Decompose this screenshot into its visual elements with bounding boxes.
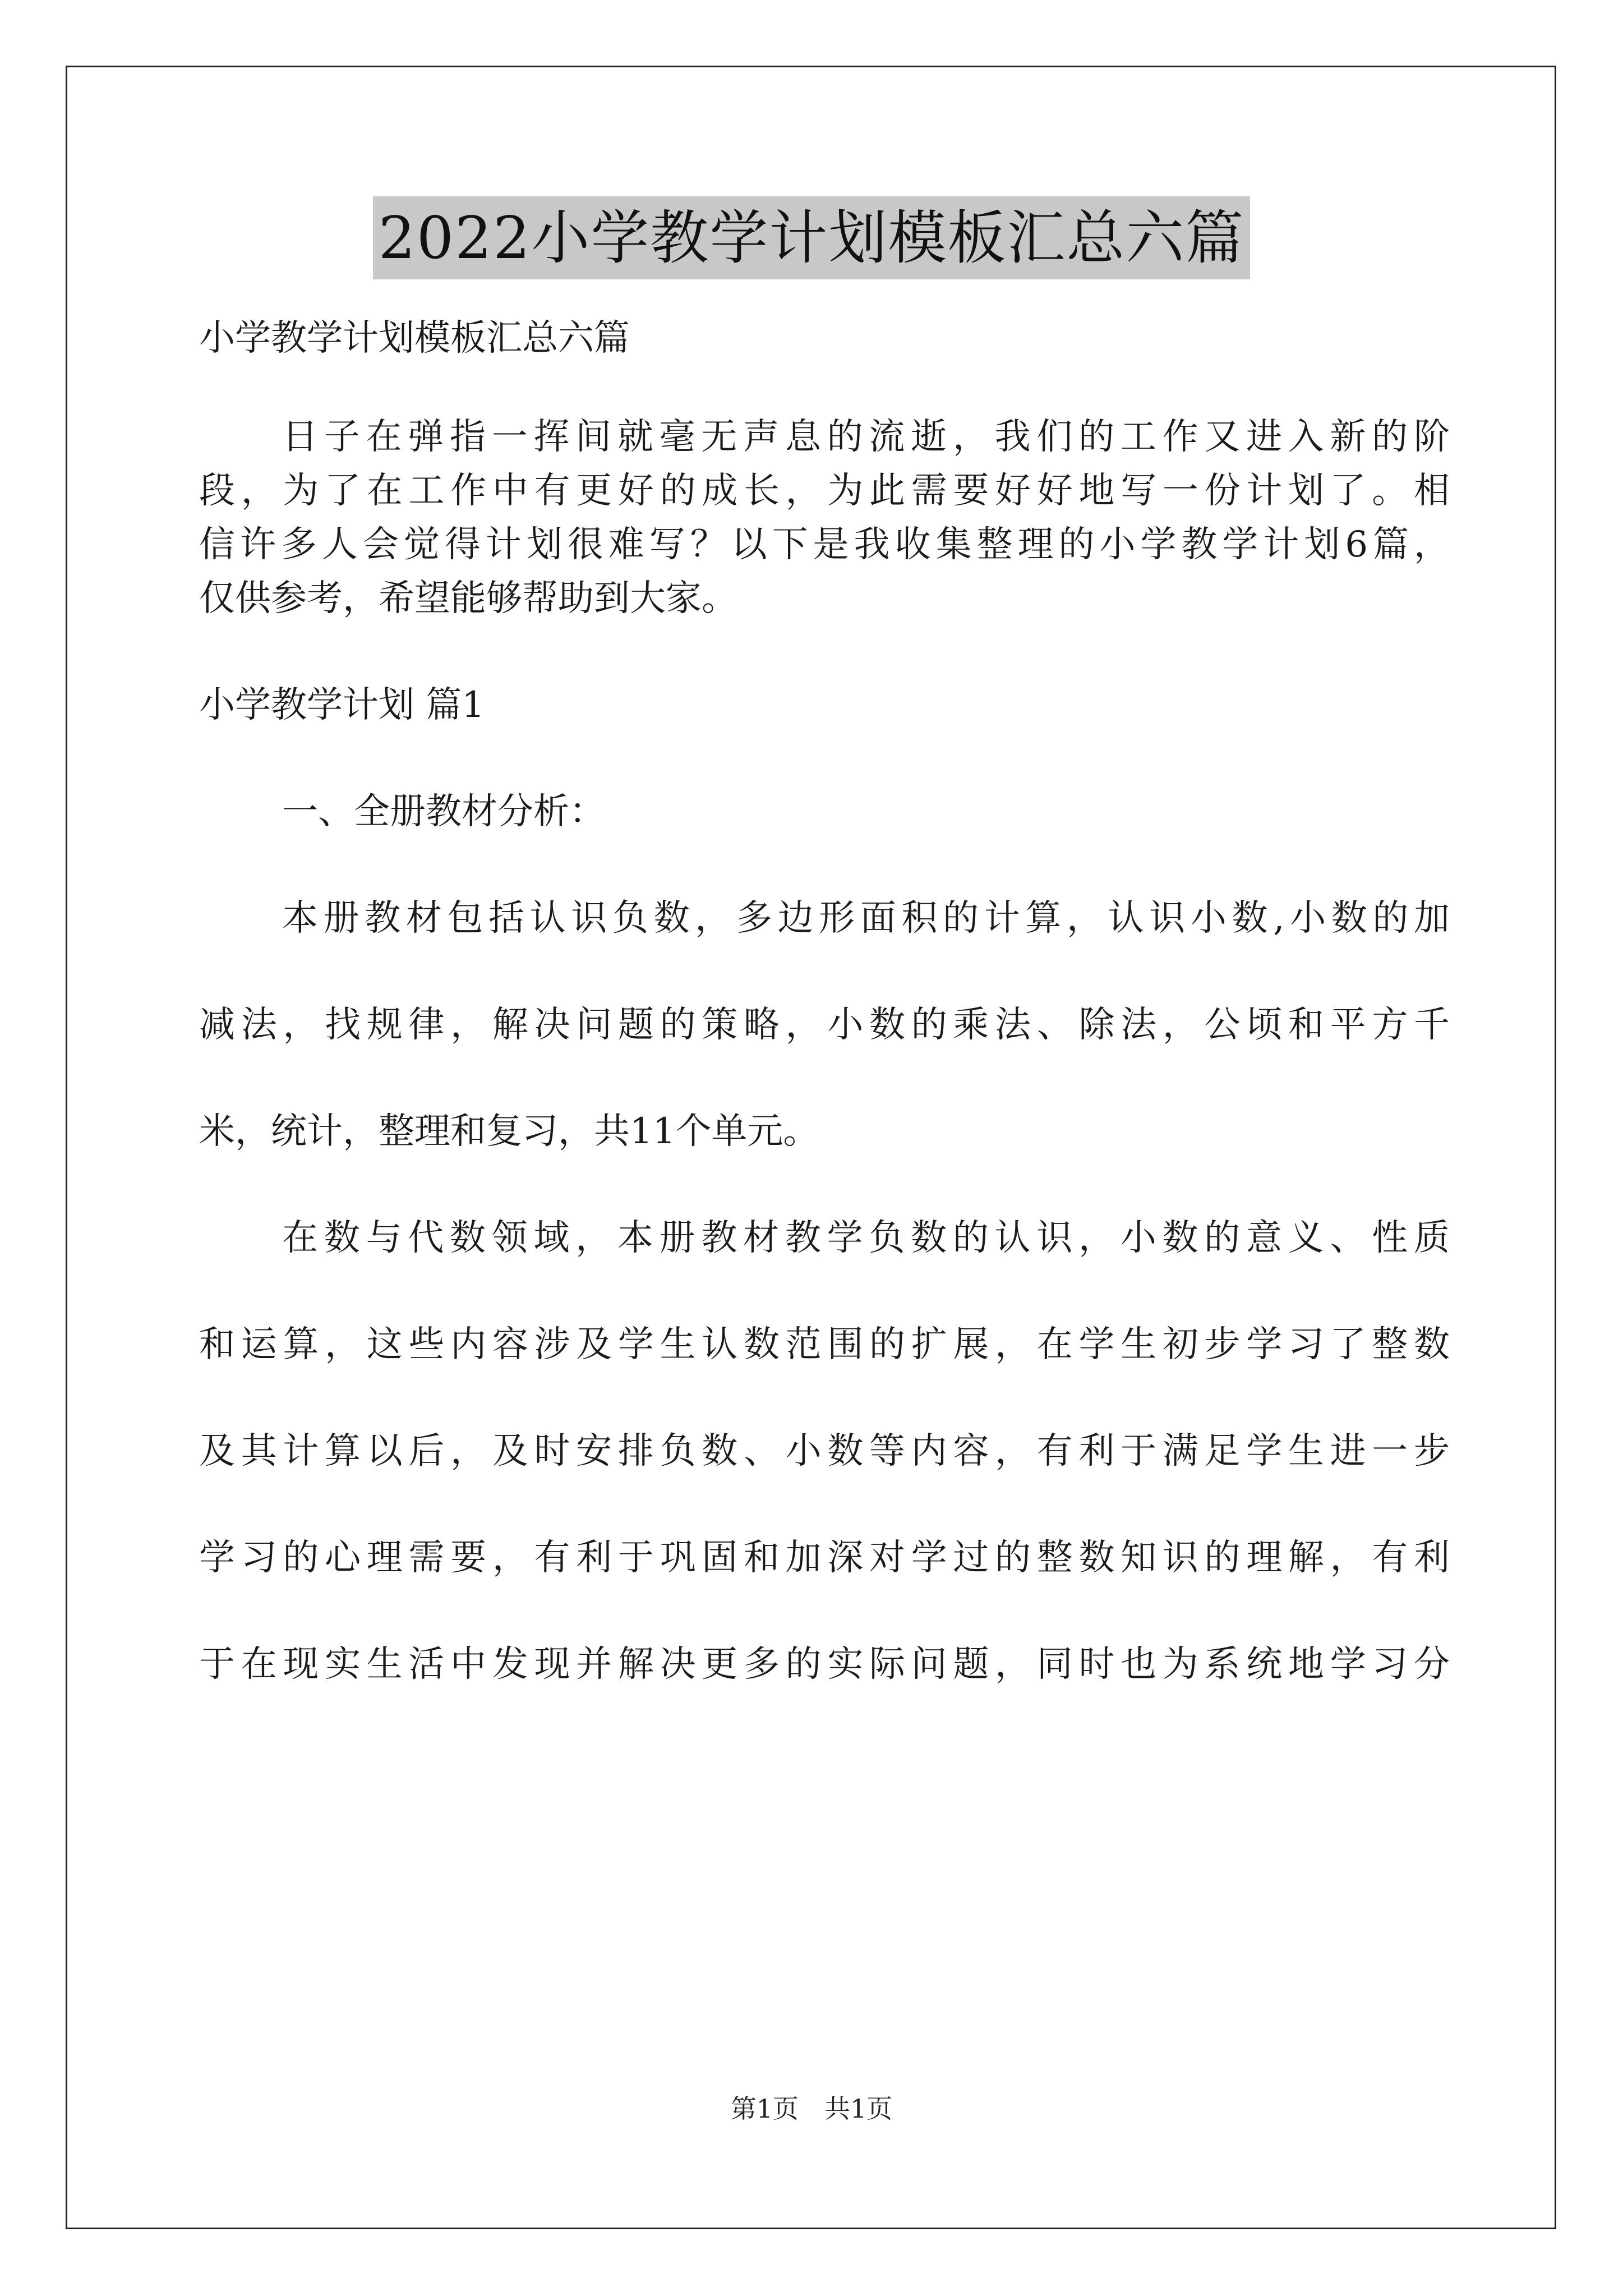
section-heading: 小学教学计划 篇1: [199, 684, 485, 726]
title-container: [0, 196, 1623, 279]
paragraph-line: 米，统计，整理和复习，共11个单元。: [199, 1111, 819, 1152]
paragraph-line: 在数与代数领域，本册教材教学负数的认识，小数的意义、性质: [282, 1217, 1450, 1259]
paragraph-line: 及其计算以后，及时安排负数、小数等内容，有利于满足学生进一步: [199, 1430, 1450, 1472]
document-body: [199, 311, 1450, 1691]
document-title: 2022小学教学计划模板汇总六篇: [373, 196, 1251, 279]
paragraph-line: 学习的心理需要，有利于巩固和加深对学过的整数知识的理解，有利: [199, 1537, 1450, 1579]
document-subtitle: 小学教学计划模板汇总六篇: [199, 318, 630, 359]
intro-line: 仅供参考，希望能够帮助到大家。: [199, 578, 737, 619]
paragraph-line: 减法，找规律，解决问题的策略，小数的乘法、除法，公顷和平方千: [199, 1004, 1450, 1046]
paragraph-line: 和运算，这些内容涉及学生认数范围的扩展，在学生初步学习了整数: [199, 1324, 1450, 1365]
paragraph-line: 本册教材包括认识负数，多边形面积的计算，认识小数,小数的加: [282, 898, 1450, 939]
intro-line: 信许多人会觉得计划很难写？以下是我收集整理的小学教学计划6篇，: [199, 524, 1450, 565]
intro-line: 日子在弹指一挥间就毫无声息的流逝，我们的工作又进入新的阶: [282, 416, 1450, 458]
part-heading: 一、全册教材分析：: [282, 791, 605, 832]
paragraph-line: 于在现实生活中发现并解决更多的实际问题，同时也为系统地学习分: [199, 1644, 1450, 1685]
intro-line: 段，为了在工作中有更好的成长，为此需要好好地写一份计划了。相: [199, 470, 1450, 512]
page-footer: 第1页 共1页: [730, 2093, 893, 2124]
